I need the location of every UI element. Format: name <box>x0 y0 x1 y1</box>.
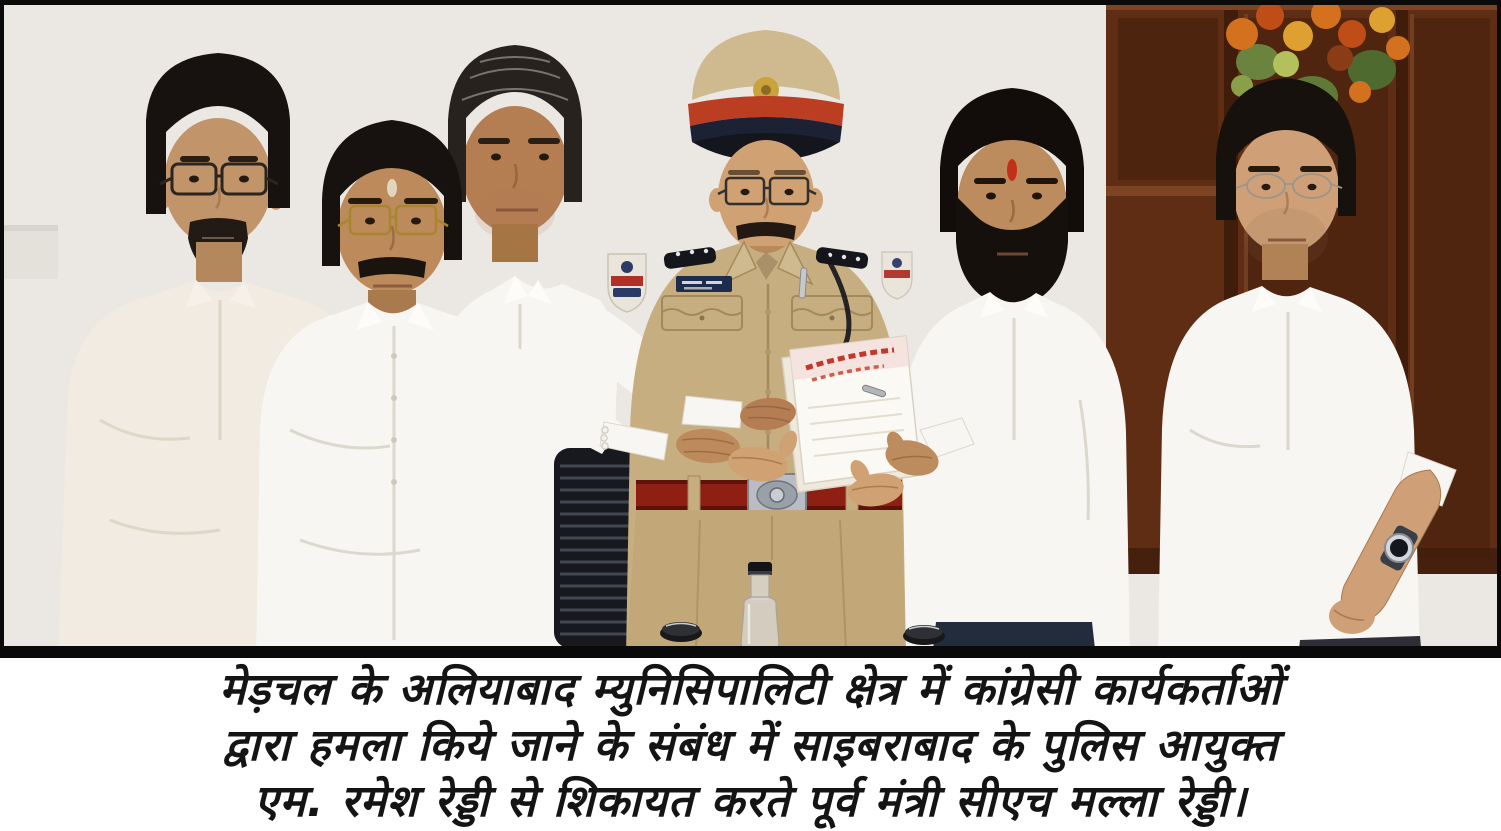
tilak-mark <box>1007 159 1017 181</box>
bottle-cap <box>660 622 702 642</box>
name-tag <box>676 276 732 292</box>
photo-caption <box>0 658 1501 831</box>
wall-ledge <box>0 225 58 231</box>
caption-line-1: मेड़चल के अलियाबाद म्युनिसिपालिटी क्षेत्र में कांग्रेसी कार्यकर्ताओं <box>219 664 1282 715</box>
bottle-cap-2 <box>903 625 945 645</box>
police-shoulder-patch-right <box>882 252 912 299</box>
caption-line-3: एम. रमेश रेड्डी से शिकायत करते पूर्व मंत्री सीएच मल्ला रेड्डी। <box>254 776 1247 827</box>
police-shoulder-patch <box>608 254 646 312</box>
forehead-mark <box>387 179 397 197</box>
caption-line-2: द्वारा हमला किये जाने के संबंध में साइबराबाद के पुलिस आयुक्त <box>222 720 1279 771</box>
